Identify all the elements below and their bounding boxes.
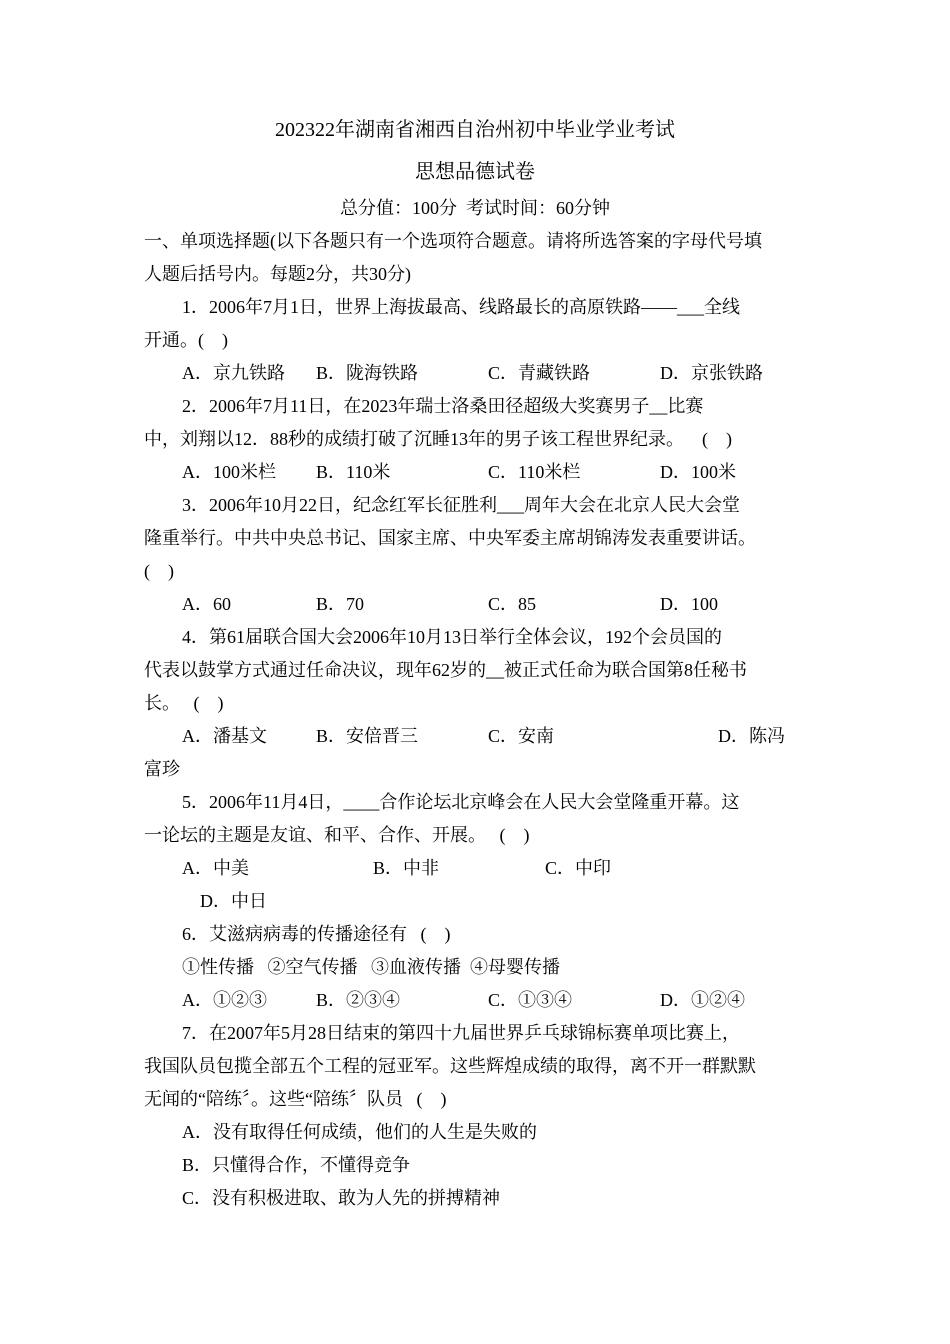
q4-option-b: B．安倍晋三 — [316, 726, 419, 746]
q2-option-c: C．110米栏 — [488, 462, 581, 482]
question-4-text: 4．第61届联合国大会2006年10月13日举行全体会议，192个会员国的 — [182, 627, 722, 647]
q3-option-d: D．100 — [660, 594, 718, 614]
q6-option-d: D．①②④ — [660, 990, 745, 1010]
exam-subtitle: 思想品德试卷 — [415, 161, 535, 183]
q2-option-b: B．110米 — [316, 462, 391, 482]
q5-option-a: A．中美 — [182, 858, 249, 878]
question-2-text-cont: 中，刘翔以12．88秒的成绩打破了沉睡13年的男子该工程世界纪录。 ( ) — [144, 429, 732, 449]
q2-option-a: A．100米栏 — [182, 462, 276, 482]
q6-option-c: C．①③④ — [488, 990, 573, 1010]
question-1-text-cont: 开通。( ) — [144, 330, 228, 350]
section-heading-cont: 人题后括号内。每题2分，共30分) — [144, 264, 411, 284]
exam-meta: 总分值：100分 考试时间：60分钟 — [340, 198, 610, 218]
question-5-text-cont: 一论坛的主题是友谊、和平、合作、开展。 ( ) — [144, 825, 530, 845]
q5-option-d: D．中日 — [200, 891, 267, 911]
question-1-text: 1．2006年7月1日，世界上海拔最高、线路最长的高原铁路——___全线 — [182, 297, 740, 317]
q7-option-a: A．没有取得任何成绩，他们的人生是失败的 — [182, 1122, 537, 1142]
question-4-text-cont: 代表以鼓掌方式通过任命决议，现年62岁的__被正式任命为联合国第8任秘书 — [144, 660, 747, 680]
q6-option-b: B．②③④ — [316, 990, 401, 1010]
q3-option-a: A．60 — [182, 594, 231, 614]
question-7-text: 7．在2007年5月28日结束的第四十九届世界乒乓球锦标赛单项比赛上， — [182, 1023, 740, 1043]
q1-option-c: C．青藏铁路 — [488, 363, 591, 383]
question-3-text-cont: 隆重举行。中共中央总书记、国家主席、中央军委主席胡锦涛发表重要讲话。 — [144, 528, 756, 548]
question-4-text-end: 长。 ( ) — [144, 693, 224, 713]
question-7-text-cont: 我国队员包揽全部五个工程的冠亚军。这些辉煌成绩的取得，离不开一群默默 — [144, 1056, 756, 1076]
q3-option-b: B．70 — [316, 594, 365, 614]
question-2-text: 2．2006年7月11日，在2023年瑞士洛桑田径超级大奖赛男子__比赛 — [182, 396, 704, 416]
question-6-items: ①性传播 ②空气传播 ③血液传播 ④母婴传播 — [182, 957, 560, 977]
q1-option-d: D．京张铁路 — [660, 363, 763, 383]
q6-option-a: A．①②③ — [182, 990, 267, 1010]
exam-title: 202322年湖南省湘西自治州初中毕业学业考试 — [275, 119, 675, 141]
q1-option-a: A．京九铁路 — [182, 363, 285, 383]
q4-option-a: A．潘基文 — [182, 726, 267, 746]
question-6-text: 6．艾滋病病毒的传播途径有 ( ) — [182, 924, 451, 944]
question-3-bracket: ( ) — [144, 561, 174, 581]
q2-option-d: D．100米 — [660, 462, 736, 482]
q7-option-b: B．只懂得合作，不懂得竞争 — [182, 1155, 411, 1175]
q1-option-b: B．陇海铁路 — [316, 363, 419, 383]
q5-option-c: C．中印 — [545, 858, 612, 878]
question-5-text: 5．2006年11月4日，____合作论坛北京峰会在人民大会堂隆重开幕。这 — [182, 792, 740, 812]
q4-option-d-wrap: 富珍 — [144, 759, 180, 779]
q5-option-b: B．中非 — [373, 858, 440, 878]
q4-option-d: D．陈冯 — [718, 726, 785, 746]
q4-option-c: C．安南 — [488, 726, 555, 746]
question-3-text: 3．2006年10月22日，纪念红军长征胜利___周年大会在北京人民大会堂 — [182, 495, 740, 515]
q3-option-c: C．85 — [488, 594, 537, 614]
question-7-text-end: 无闻的“陪练〞。这些“陪练〞队员 ( ) — [144, 1089, 447, 1109]
section-heading: 一、单项选择题(以下各题只有一个选项符合题意。请将所选答案的字母代号填 — [144, 231, 762, 251]
q7-option-c: C．没有积极进取、敢为人先的拼搏精神 — [182, 1188, 501, 1208]
